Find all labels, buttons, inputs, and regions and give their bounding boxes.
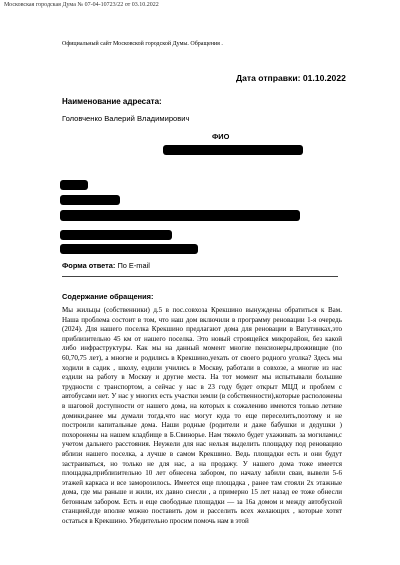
redacted-block-2 [60, 195, 120, 205]
addressee-label: Наименование адресата: [62, 97, 162, 106]
appeal-text: Мы жильцы (собственники) д.5 в пос.совхоза Крекшино вынуждены обратиться к Вам. Наша проблема состоит в том, что наш дом включили в программу реновации 1-я очередь (2024). Для нашего поселка Крекшино предлагают дома для реновации в Ватутинках,это приблизительно 45 км от нашего поселка. Это новый строящейся микрорайон, без какой либо инфраструктуры. Как мы на данный момент многие пенсионеры,проживщие (по 60,70,75 лет), а многие и родились в Крекшино,уехать от своего родного уголка? Здесь мы ходили в садик , школу, ездили учились в Москву, работали в совхозе, а многие из нас ездили на работу в Москву и другие места. На тот момент мы испытывали большие трудности с транспортом, а сейчас у нас в 23 году будет открыт МЦД и проблем с автобусами нет. У нас у многих есть участки земли (в собственности),которые расположены в шаговой доступности от нашего дома, на которых к сожалению имеются только летние домики,ранее мы думали тогда,что нас могут куда то еще переселить,поэтому и не построили капитальные дома. Наши родные (родители и даже бабушки и дедушки ) похоронены на нашем кладбище в Б.Свинорье. Нам тяжело будет ухаживать за могилами,с учетом дальнего расстояния. Неужели для нас нельзя выделить площадку под реновацию вблизи нашего поселка, а лучше в самом Крекшино. Ведь площадки есть и они будут застраиваться, но только не для нас, а на продажу. У нашего дома тоже имеется площадка,приблизительно 10 лет обнесена забором, по началу забили сваи, вывели 5-6 этажей каркаса и все заморозилось. Имеется еще площадка , ранее там стояли 2х этажные дома, где мы раньше и жили, их давно снесли , а примерно 15 лет назад ее тоже обнесли бетонным забором. Есть и еще свободные площадки — за 16а домом и между автобусной станцией,где вполне можно поставить дом и расселить всех желающих , которые хотят остаться в Крекшино. Убедительно просим помочь нам в этой [62, 306, 342, 526]
redacted-block-3 [60, 210, 300, 221]
redacted-block-1 [60, 180, 88, 190]
answer-form-label: Форма ответа: [62, 261, 116, 270]
sent-date [236, 73, 346, 83]
divider [62, 276, 338, 277]
fio-label: ФИО [212, 132, 230, 141]
content-label: Содержание обращения: [62, 292, 154, 301]
redacted-block-4 [60, 230, 172, 240]
redacted-block-5 [60, 244, 198, 254]
answer-form [62, 261, 150, 270]
site-title: Официальный сайт Московской городской Думы. Обращения . [62, 41, 223, 47]
answer-form-value: По E-mail [117, 261, 150, 270]
sent-date-value: 01.10.2022 [302, 73, 346, 83]
registry-stamp: Московская городская Дума № 07-04-10723/22 от 03.10.2022 [4, 2, 159, 8]
sent-date-label: Дата отправки: [236, 73, 301, 83]
addressee-name: Головченко Валерий Владимирович [62, 114, 190, 123]
redacted-fio [163, 145, 303, 155]
